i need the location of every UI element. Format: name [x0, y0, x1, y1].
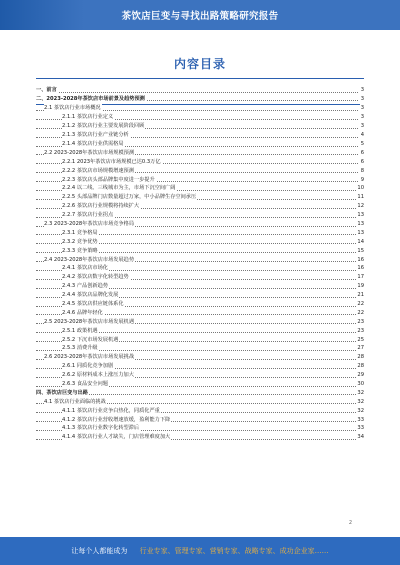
toc-entry-text: 2.5.1 政策机遇 — [62, 327, 98, 334]
toc-top-rule — [36, 78, 364, 79]
toc-entry-text: 2.1.2 茶饮店行业主要发展阶段回顾 — [62, 123, 145, 130]
toc-entry-text: 2.6.3 食品安全问题 — [62, 380, 108, 387]
toc-entry-text: 4.1.4 茶饮店行业人才缺失，门店管理难度加大 — [62, 434, 171, 441]
toc-entry[interactable] — [36, 344, 364, 353]
toc-entry-page: 15 — [357, 247, 364, 254]
toc-entry-page: 32 — [357, 407, 364, 414]
toc-entry-text: 2.1.1 茶饮店行业定义 — [62, 114, 114, 121]
toc-entry[interactable] — [36, 398, 364, 407]
toc-entry-page: 12 — [357, 203, 364, 210]
toc-entry-page: 6 — [360, 149, 364, 156]
toc-entry[interactable] — [36, 336, 364, 345]
toc-entry[interactable] — [36, 247, 364, 256]
toc-entry[interactable] — [36, 389, 364, 398]
toc-entry[interactable] — [36, 264, 364, 273]
toc-entry-text: 2.4.4 茶饮店品牌化发展 — [62, 292, 119, 299]
toc-entry-page: 16 — [357, 256, 364, 263]
toc-entry[interactable] — [36, 229, 364, 238]
page-number: 2 — [348, 520, 352, 526]
report-title: 茶饮店巨变与寻找出路策略研究报告 — [121, 11, 279, 22]
toc-entry[interactable] — [36, 282, 364, 291]
toc-entry-text: 2.2.1 2023年茶饮店市场规模已达0.3万亿 — [62, 158, 161, 165]
toc-entry-text: 2.2.7 茶饮店行业拐点 — [62, 212, 114, 219]
toc-entry[interactable] — [36, 424, 364, 433]
toc-entry-page: 25 — [357, 336, 364, 343]
toc-entry-text: 2.3.2 竞争优势 — [62, 238, 98, 245]
toc-entry-text: 2.6.1 同质化竞争加剧 — [62, 363, 114, 370]
toc-entry-text: 2.2.5 头部品牌门店数量超过万家，中小品牌生存空间承压 — [62, 194, 197, 201]
page-header — [0, 0, 400, 30]
toc-entry[interactable] — [36, 202, 364, 211]
toc-title: 内容目录 — [173, 57, 226, 71]
toc-entry[interactable] — [36, 291, 364, 300]
toc-entry-text: 4.1.2 茶饮店行业营收增速放缓，盈利能力下降 — [62, 416, 171, 423]
toc-entry[interactable] — [36, 104, 364, 113]
toc-entry[interactable] — [36, 122, 364, 131]
toc-entry-page: 14 — [357, 238, 364, 245]
toc-entry[interactable] — [36, 416, 364, 425]
toc-entry-text: 2.6.2 原材料成本上涨压力加大 — [62, 372, 134, 379]
toc-entry-page: 11 — [357, 194, 364, 201]
toc-entry-page: 4 — [360, 132, 364, 139]
toc-entry[interactable] — [36, 193, 364, 202]
toc-entry[interactable] — [36, 327, 364, 336]
toc-entry[interactable] — [36, 184, 364, 193]
toc-entry-page: 32 — [357, 389, 364, 396]
toc-entry[interactable] — [36, 362, 364, 371]
toc-entry[interactable] — [36, 407, 364, 416]
toc-entry-text: 2.4.6 品牌年轻化 — [62, 309, 103, 316]
footer-items: 行业专家、管理专家、营销专家、战略专家、成功企业家…… — [139, 547, 329, 555]
toc-entry-text: 2.2.2 茶饮店市场规模增速预测 — [62, 167, 134, 174]
toc-entry[interactable] — [36, 131, 364, 140]
toc-entry[interactable] — [36, 220, 364, 229]
toc-entry-page: 16 — [357, 265, 364, 272]
toc-entry[interactable] — [36, 176, 364, 185]
toc-entry-text: 2.4 2023-2028年茶饮店市场发展趋势 — [44, 256, 135, 263]
toc-entry-text: 2.6 2023-2028年茶饮店市场发展挑战 — [44, 354, 135, 361]
toc-entry-page: 9 — [360, 176, 364, 183]
toc-entry-page: 29 — [357, 372, 364, 379]
toc-entry-page: 19 — [357, 283, 364, 290]
toc-entry-text: 2.4.5 茶饮店供应链体系化 — [62, 300, 124, 307]
toc-entry[interactable] — [36, 167, 364, 176]
toc-entry-page: 3 — [360, 95, 364, 102]
toc-entry-page: 13 — [357, 229, 364, 236]
toc-entry[interactable] — [36, 309, 364, 318]
footer-lead: 让每个人都能成为 — [71, 547, 128, 555]
toc-entry-page: 3 — [360, 114, 364, 121]
toc-entry-page: 27 — [357, 345, 364, 352]
toc-entry[interactable] — [36, 238, 364, 247]
toc-leader-dots — [36, 92, 358, 93]
toc-entry[interactable] — [36, 380, 364, 389]
toc-entry[interactable] — [36, 273, 364, 282]
toc-entry-text: 4.1.1 茶饮店行业竞争白热化，同质化严重 — [62, 407, 160, 414]
toc-entry-page: 10 — [357, 185, 364, 192]
toc-entry-page: 3 — [360, 123, 364, 130]
toc-entry-page: 17 — [357, 274, 364, 281]
toc-entry-text: 2.1 茶饮店行业市场概况 — [44, 105, 101, 112]
toc-entry-page: 33 — [357, 425, 364, 432]
toc-entry-text: 2.5 2023-2028年茶饮店市场发展机遇 — [44, 318, 135, 325]
toc-entry-text: 2.2.3 茶饮店头部品牌集中度进一步提升 — [62, 176, 155, 183]
toc-entry-page: 28 — [357, 363, 364, 370]
toc-entry-text: 2.5.3 消费升级 — [62, 345, 98, 352]
toc-entry-text: 2.1.4 茶饮店行业供需格局 — [62, 140, 124, 147]
toc-entry[interactable] — [36, 158, 364, 167]
toc-entry-text: 4.1 茶饮店行业面临的挑战 — [44, 398, 106, 405]
toc-entry-page: 33 — [357, 416, 364, 423]
toc-entry-text: 2.2.4 以二线、三线城市为主，市场下沉空间广阔 — [62, 185, 176, 192]
toc-entry-page: 30 — [357, 380, 364, 387]
toc-entry-page: 28 — [357, 354, 364, 361]
toc-entry-text: 2.4.2 茶饮店数字化转型趋势 — [62, 274, 129, 281]
toc-entry[interactable] — [36, 300, 364, 309]
toc-entry[interactable] — [36, 95, 364, 104]
toc-entry-text: 四、茶饮店巨变与出路 — [36, 389, 88, 396]
toc-entry-page: 6 — [360, 158, 364, 165]
toc-entry[interactable] — [36, 318, 364, 327]
toc-entry-page: 3 — [360, 105, 364, 112]
toc-entry[interactable] — [36, 371, 364, 380]
footer-slogan — [0, 546, 400, 556]
toc-entry-text: 2.4.1 茶饮店市场化 — [62, 265, 108, 272]
toc-entry-page: 23 — [357, 318, 364, 325]
toc-entry-text: 一、前言 — [36, 87, 57, 93]
toc-entry-text: 2.3.3 竞争策略 — [62, 247, 98, 254]
toc-entry-page: 5 — [360, 140, 364, 147]
toc-entry-text: 2.5.2 下沉市场发展机遇 — [62, 336, 119, 343]
toc-entry-text: 二、2023-2028年茶饮店市场前景及趋势预测 — [36, 95, 145, 102]
toc-entry-page: 8 — [360, 167, 364, 174]
toc-entry[interactable] — [36, 433, 364, 442]
toc-entry[interactable] — [36, 211, 364, 220]
toc-entry-text: 2.3.1 竞争格局 — [62, 229, 98, 236]
toc-entry-page: 34 — [357, 434, 364, 441]
toc-entry-text: 2.3 2023-2028年茶饮店市场竞争格局 — [44, 220, 135, 227]
toc-entry-text: 2.2.6 茶饮店行业规模将持续扩大 — [62, 203, 140, 210]
toc-entry-page: 23 — [357, 327, 364, 334]
toc-entry[interactable] — [36, 113, 364, 122]
toc-entry-text: 4.1.3 茶饮店行业数字化转型滞后 — [62, 425, 140, 432]
toc-entry[interactable] — [36, 140, 364, 149]
toc-entry[interactable] — [36, 256, 364, 265]
toc-entry-page: 13 — [357, 220, 364, 227]
page-footer — [0, 537, 400, 565]
toc-entry[interactable] — [36, 149, 364, 158]
table-of-contents — [36, 86, 364, 442]
toc-entry-text: 2.1.3 茶饮店行业产业链分析 — [62, 132, 129, 139]
toc-entry[interactable] — [36, 86, 364, 95]
toc-entry-text: 2.2 2023-2028年茶饮店市场规模预测 — [44, 149, 135, 156]
toc-entry-text: 2.4.3 产品创新趋势 — [62, 283, 108, 290]
toc-entry-page: 22 — [357, 300, 364, 307]
toc-entry-page: 22 — [357, 309, 364, 316]
toc-entry-page: 32 — [357, 398, 364, 405]
toc-entry-page: 13 — [357, 212, 364, 219]
toc-entry[interactable] — [36, 353, 364, 362]
toc-entry-page: 3 — [360, 87, 364, 93]
toc-entry-page: 21 — [357, 292, 364, 299]
